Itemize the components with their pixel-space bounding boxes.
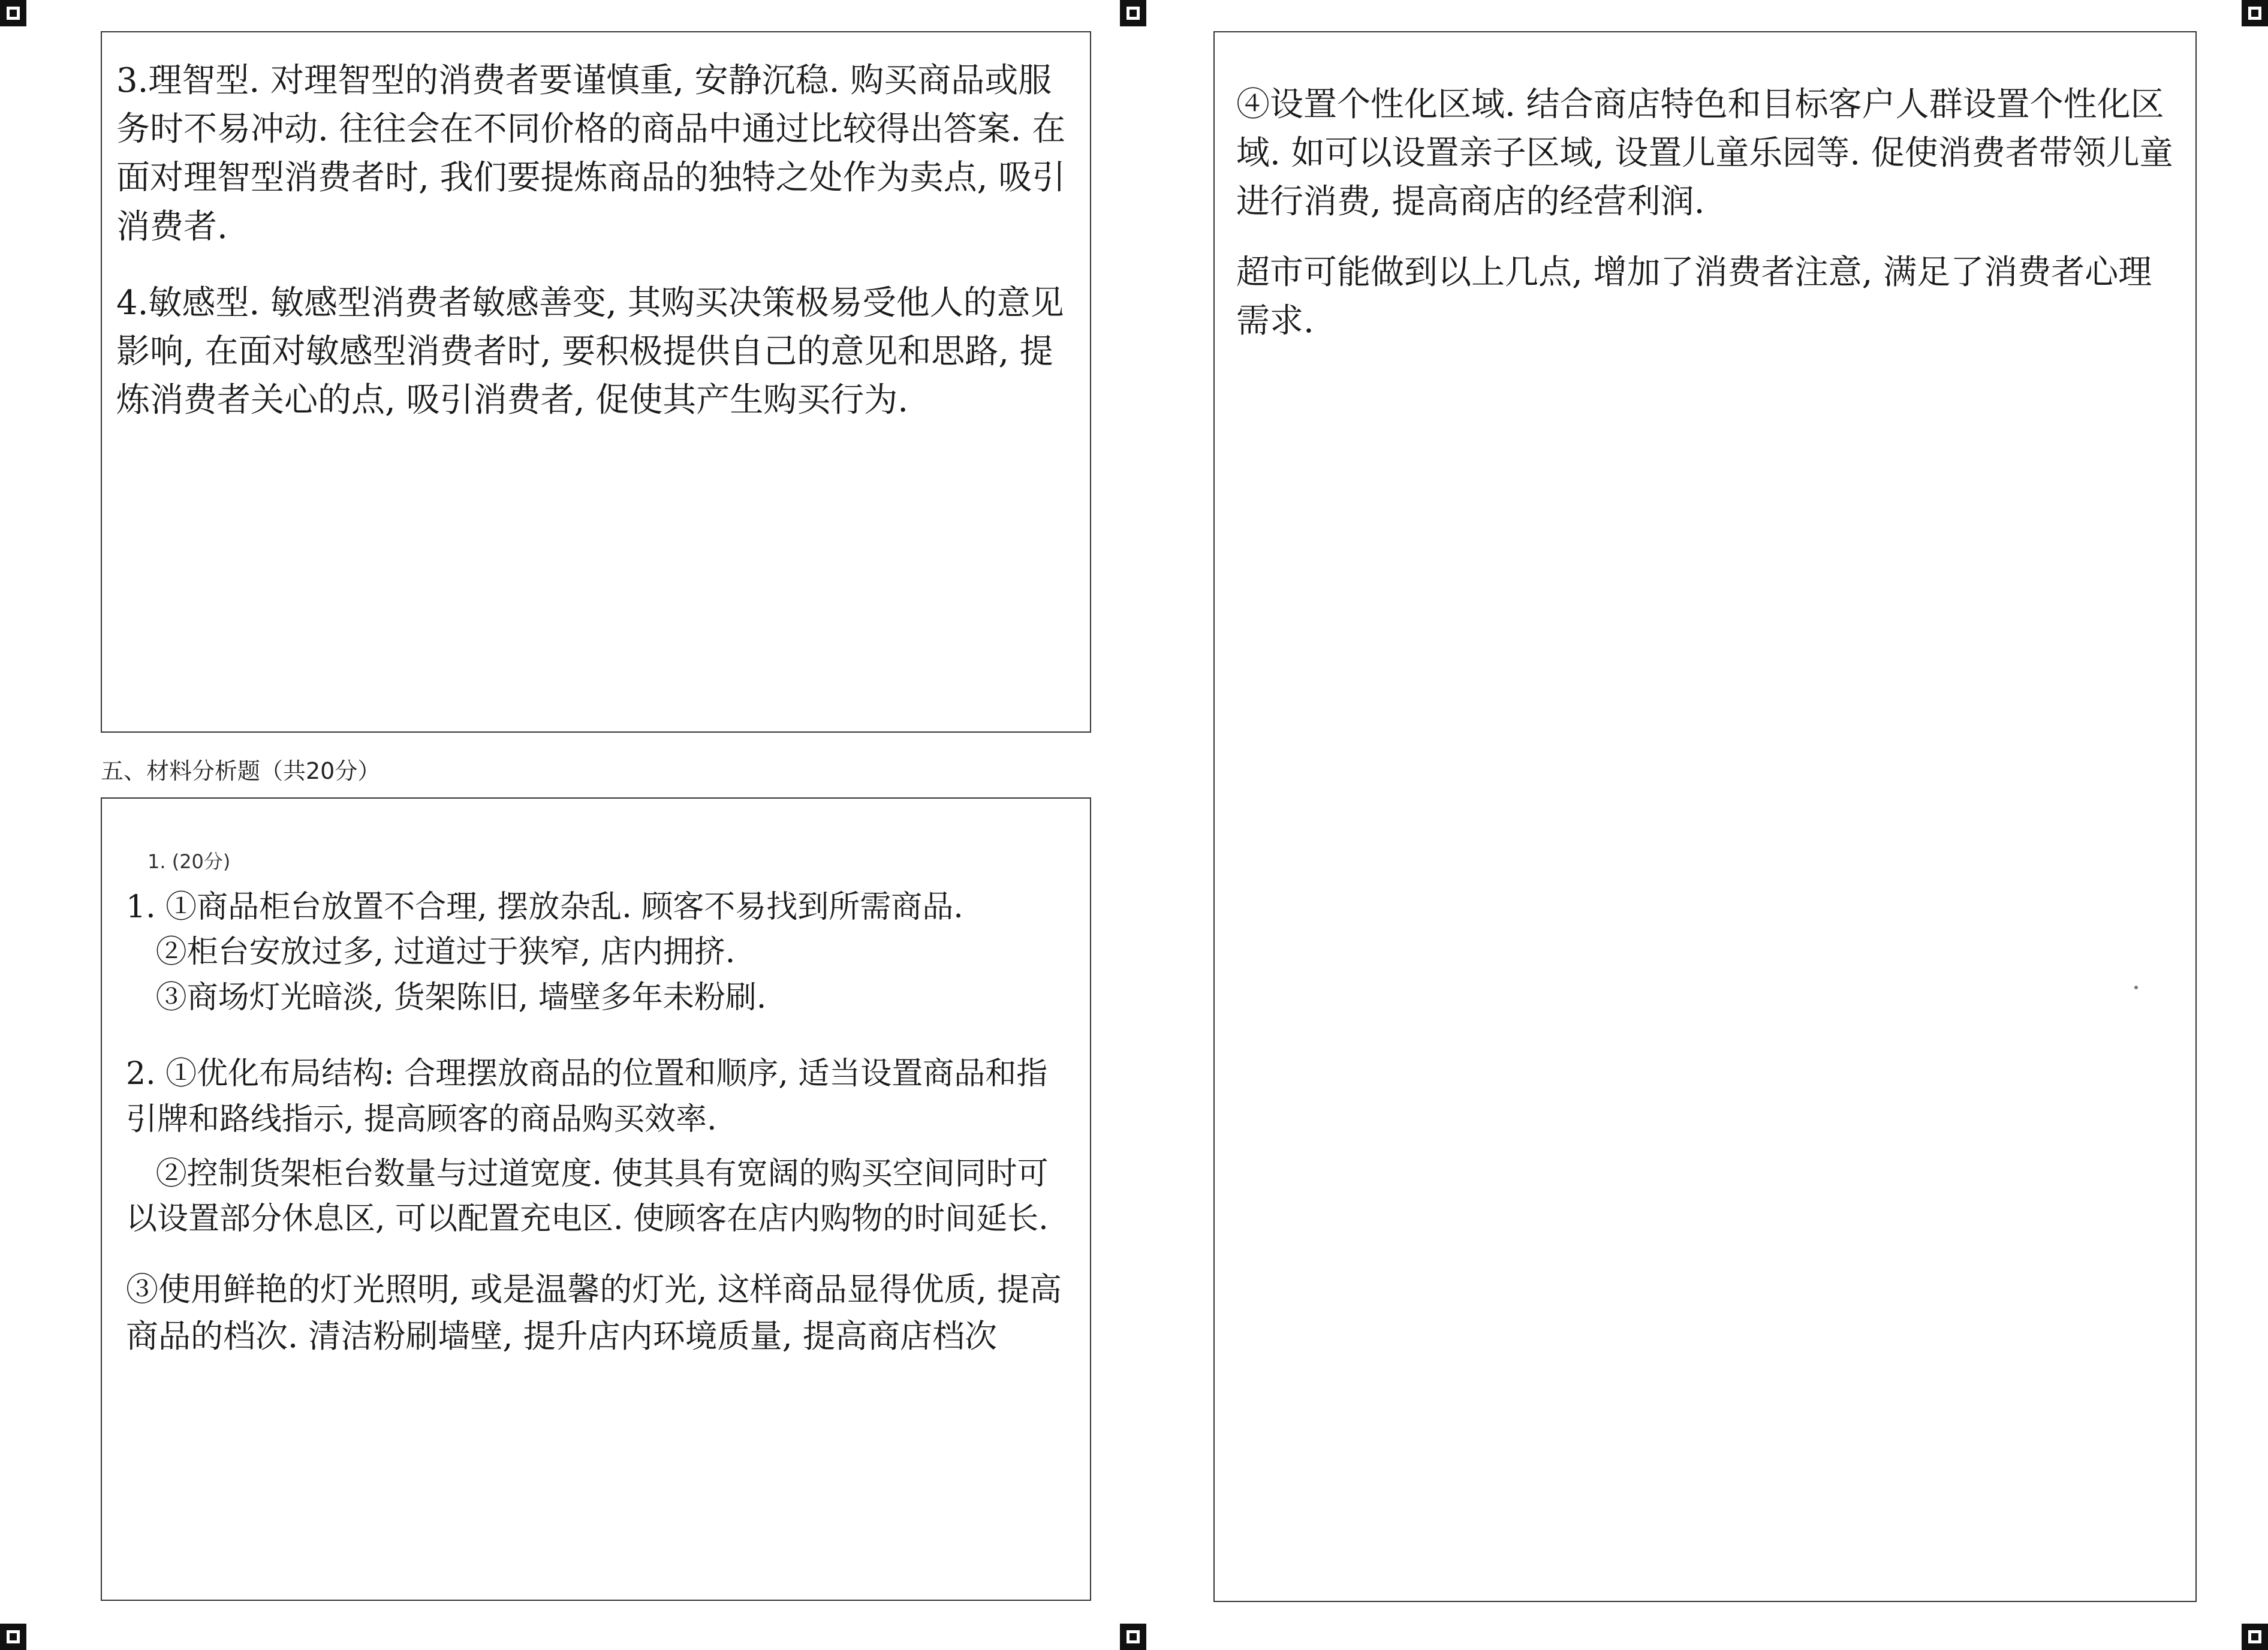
answer-box-left-bottom [101,797,1091,1601]
question-label: 1. (20分) [147,850,231,873]
answer-para-4: 4.敏感型. 敏感型消费者敏感善变, 其购买决策极易受他人的意见影响, 在面对敏感型消费者时, 要积极提供自己的意见和思路, 提炼消费者关心的点, 吸引消费者, 促使其产生购买行为. [116,283,1064,420]
answer-box-right [1213,31,2197,1602]
corner-marker-bottom-right [2242,1624,2268,1650]
corner-marker-top-left [0,0,26,26]
corner-marker-top-center [1120,0,1146,26]
answer-box-left-top [101,31,1091,733]
answer-part-1: 1. ①商品柜台放置不合理, 摆放杂乱. 顾客不易找到所需商品. ②柜台安放过多, 过道过于狭窄, 店内拥挤. ③商场灯光暗淡, 货架陈旧, 墙壁多年未粉刷. [126,889,963,1016]
answer-para-3: 3.理智型. 对理智型的消费者要谨慎重, 安静沉稳. 购买商品或服务时不易冲动. 往往会在不同价格的商品中通过比较得出答案. 在面对理智型消费者时, 我们要提炼商品的独特之处作为卖点, 吸引消费者. [116,61,1066,246]
answer-part-2c: ③使用鲜艳的灯光照明, 或是温馨的灯光, 这样商品显得优质, 提高商品的档次. 清洁粉刷墙壁, 提升店内环境质量, 提高商店档次 [126,1270,1062,1356]
corner-marker-bottom-left [0,1624,26,1650]
answer-conclusion: 超市可能做到以上几点, 增加了消费者注意, 满足了消费者心理需求. [1236,252,2152,341]
corner-marker-bottom-center [1120,1624,1146,1650]
answer-para-right-4: ④设置个性化区域. 结合商店特色和目标客户人群设置个性化区域. 如可以设置亲子区域, 设置儿童乐园等. 促使消费者带领儿童进行消费, 提高商店的经营利润. [1236,85,2173,222]
answer-part-2a: 2. ①优化布局结构: 合理摆放商品的位置和顺序, 适当设置商品和指引牌和路线指示, 提高顾客的商品购买效率. [126,1056,1048,1137]
scan-speck [2134,986,2138,989]
answer-part-2b: ②控制货架柜台数量与过道宽度. 使其具有宽阔的购买空间同时可以设置部分休息区, 可以配置充电区. 使顾客在店内购物的时间延长. [126,1155,1049,1238]
corner-marker-top-right [2242,0,2268,26]
section-title: 五、材料分析题（共20分） [101,758,381,784]
